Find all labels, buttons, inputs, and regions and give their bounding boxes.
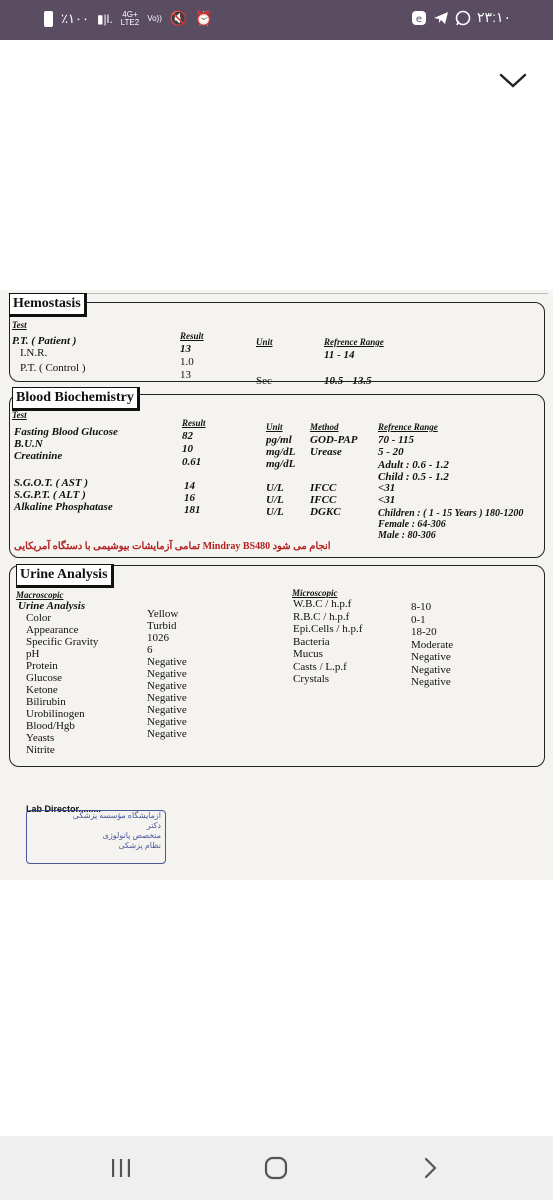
micro-value: 18-20 — [411, 626, 437, 638]
status-right — [411, 9, 511, 26]
bio-range: Children : ( 1 - 15 Years ) 180-1200 — [378, 508, 524, 519]
signal-icon: ▮|l. — [96, 11, 113, 26]
bio-result: 14 — [184, 480, 195, 492]
status-bar — [0, 0, 553, 40]
bio-method: DGKC — [310, 506, 341, 518]
network-top: 4G+ — [122, 9, 138, 19]
macro-value: Negative — [147, 656, 187, 668]
biochemistry-note: تمامی آزمایشات بیوشیمی با دستگاه آمریکایی Mindray BS480 انجام می شود — [14, 541, 331, 552]
back-icon[interactable] — [422, 1156, 440, 1180]
hemo-unit-header: Unit — [256, 337, 273, 347]
clock: ۲۳:۱۰ — [477, 9, 511, 25]
urine-title: Urine Analysis — [16, 564, 114, 588]
macro-value: Negative — [147, 680, 187, 692]
bio-test: B.U.N — [14, 438, 43, 450]
browser-icon — [411, 10, 427, 26]
bio-unit: U/L — [266, 494, 284, 506]
hemostasis-title: Hemostasis — [9, 293, 87, 317]
biochemistry-title: Blood Biochemistry — [12, 387, 140, 411]
bio-range: 70 - 115 — [378, 434, 415, 446]
macro-value: Yellow — [147, 608, 179, 620]
lab-director-label: Lab Director......... — [26, 804, 102, 814]
bio-range: Adult : 0.6 - 1.2 — [378, 459, 449, 471]
macro-value: 1026 — [147, 632, 169, 644]
bio-result: 82 — [182, 430, 193, 442]
macro-label: Specific Gravity — [26, 636, 99, 648]
bio-method: IFCC — [310, 482, 337, 494]
hemo-test-header: Test — [12, 320, 27, 330]
hemo-result: 13 — [180, 343, 191, 355]
hemo-test: P.T. ( Patient ) — [12, 335, 77, 347]
hemo-range-header: Refrence Range — [324, 337, 384, 347]
micro-value: Moderate — [411, 638, 454, 651]
mute-icon: 🔇 — [169, 10, 188, 26]
network-bottom: LTE2 — [120, 17, 140, 27]
micro-label: Mucus — [293, 648, 323, 660]
bio-test: Creatinine — [14, 450, 63, 462]
urine-micro-header: Microscopic — [292, 588, 338, 598]
bio-method: IFCC — [310, 494, 337, 506]
macro-label: Color — [26, 612, 52, 624]
bio-range-header: Refrence Range — [378, 422, 438, 432]
hemo-result: 1.0 — [180, 356, 194, 368]
hemo-result: 13 — [180, 369, 191, 381]
macro-label: pH — [26, 648, 40, 660]
stamp-line: متخصص پاتولوژی — [102, 831, 161, 840]
stamp-line: نظام پزشکی — [118, 841, 161, 850]
bio-result: 10 — [182, 443, 193, 455]
micro-value: Negative — [411, 676, 451, 688]
bio-range: 5 - 20 — [378, 446, 404, 458]
macro-label: Ketone — [26, 684, 58, 696]
macro-value: 6 — [147, 644, 153, 656]
hemo-test: I.N.R. — [20, 347, 48, 359]
micro-label: Bacteria — [293, 635, 330, 648]
telegram-icon — [433, 10, 449, 26]
divider — [8, 293, 548, 294]
bio-range: Male : 80-306 — [378, 530, 436, 541]
bio-unit: U/L — [266, 482, 284, 494]
bio-range: <31 — [378, 494, 396, 506]
macro-label: Protein — [26, 660, 58, 672]
bio-test: Fasting Blood Glucose — [14, 426, 118, 438]
bio-result: 16 — [184, 492, 195, 504]
bio-method: Urease — [310, 446, 342, 458]
whatsapp-icon — [455, 10, 471, 26]
hemo-range: 10.5 - 13.5 — [324, 375, 372, 387]
macro-label: Bilirubin — [26, 696, 66, 708]
bio-test-header: Test — [12, 410, 27, 420]
micro-value: 8-10 — [411, 601, 432, 613]
biochemistry-box — [9, 394, 545, 558]
network-type — [121, 11, 140, 27]
micro-value: 0-1 — [411, 613, 426, 626]
battery-level: ٪۱۰۰ — [61, 10, 89, 26]
home-icon[interactable] — [264, 1156, 288, 1180]
micro-value: Negative — [411, 651, 451, 663]
macro-value: Turbid — [147, 620, 177, 632]
bio-result-header: Result — [182, 418, 206, 428]
stamp-line: دکتر — [146, 821, 161, 830]
macro-value: Negative — [147, 716, 187, 728]
urine-sub-header: Urine Analysis — [18, 600, 86, 612]
alarm-icon: ⏰ — [195, 10, 213, 26]
micro-label: W.B.C / h.p.f — [293, 598, 352, 610]
bio-result: 0.61 — [182, 456, 202, 468]
hemostasis-box — [9, 302, 545, 382]
hemo-result-header: Result — [180, 331, 204, 341]
bio-range: Female : 64-306 — [378, 519, 446, 530]
lab-report-image — [0, 290, 553, 880]
macro-value: Negative — [147, 704, 187, 716]
bio-range: <31 — [378, 482, 396, 494]
lab-stamp — [26, 810, 166, 864]
bio-range: Child : 0.5 - 1.2 — [378, 471, 449, 483]
micro-label: Crystals — [293, 673, 330, 685]
bio-test: S.G.O.T. ( AST ) — [14, 477, 89, 489]
chevron-down-icon[interactable] — [498, 66, 528, 96]
macro-label: Blood/Hgb — [26, 720, 75, 732]
urine-box — [9, 565, 545, 767]
macro-label: Urobilinogen — [26, 708, 85, 720]
bio-unit: U/L — [266, 506, 284, 518]
macro-value: Negative — [147, 668, 187, 680]
bio-method: GOD-PAP — [310, 434, 358, 446]
micro-value: Negative — [411, 663, 451, 676]
battery-icon — [44, 11, 53, 27]
hemo-unit: Sec — [256, 375, 272, 387]
status-left — [44, 10, 213, 27]
hemo-test: P.T. ( Control ) — [20, 362, 86, 374]
bio-unit: pg/ml — [266, 434, 292, 446]
hemo-range: 11 - 14 — [324, 349, 355, 361]
micro-label: Casts / L.p.f — [293, 660, 347, 673]
bio-unit: mg/dL — [266, 458, 296, 470]
navigation-bar — [0, 1136, 553, 1200]
macro-value: Negative — [147, 728, 187, 740]
bio-result: 181 — [184, 504, 201, 516]
macro-label: Nitrite — [26, 744, 55, 756]
macro-label: Yeasts — [26, 732, 55, 744]
recents-icon[interactable] — [110, 1156, 132, 1180]
bio-unit-header: Unit — [266, 422, 283, 432]
bio-test: Alkaline Phosphatase — [14, 501, 113, 513]
bio-unit: mg/dL — [266, 446, 296, 458]
volte-label: Vo)) — [147, 13, 162, 23]
bio-test: S.G.P.T. ( ALT ) — [14, 489, 86, 501]
macro-label: Glucose — [26, 672, 63, 684]
macro-value: Negative — [147, 692, 187, 704]
micro-label: Epi.Cells / h.p.f — [293, 623, 363, 635]
bio-method-header: Method — [310, 422, 339, 432]
micro-label: R.B.C / h.p.f — [293, 610, 350, 623]
macro-label: Appearance — [26, 624, 79, 636]
svg-text:e: e — [415, 13, 423, 25]
stamp-line: آزمایشگاه مؤسسه پزشکی — [72, 811, 161, 820]
urine-macro-header: Macroscopic — [16, 590, 64, 600]
